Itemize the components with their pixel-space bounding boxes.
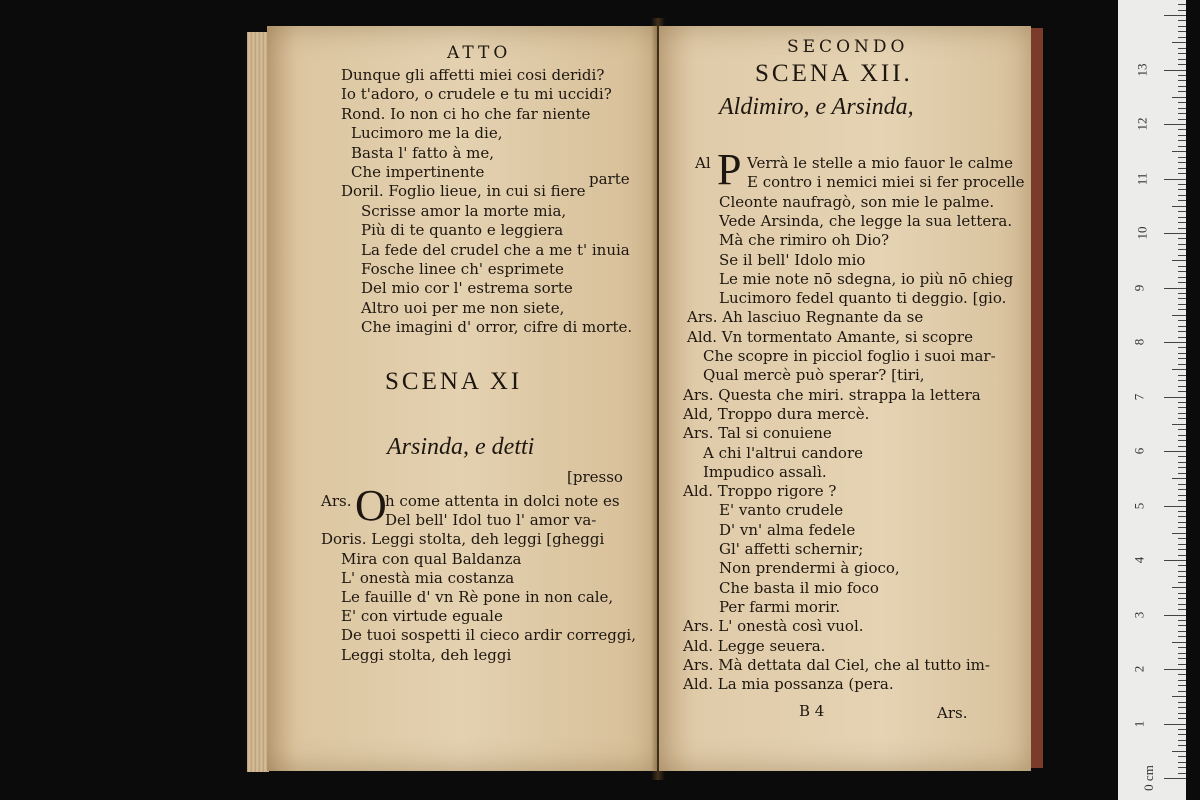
ruler-tick: [1178, 102, 1186, 103]
measurement-ruler: [1118, 0, 1186, 800]
text-line: Impudico assalì.: [703, 462, 827, 481]
ruler-tick: [1178, 353, 1186, 354]
ruler-tick: [1178, 495, 1186, 496]
text-line: Ald. La mia possanza (pera.: [683, 675, 894, 694]
ruler-tick: [1178, 200, 1186, 201]
text-line: Mira con qual Baldanza: [341, 549, 522, 568]
ruler-tick: [1178, 195, 1186, 196]
ruler-tick: [1178, 129, 1186, 130]
ruler-tick: [1178, 304, 1186, 305]
ruler-tick: [1178, 773, 1186, 774]
text-line: Per farmi morir.: [719, 597, 841, 616]
text-line: Mà che rimiro oh Dio?: [719, 231, 890, 250]
ruler-tick: [1172, 260, 1186, 261]
ruler-tick: [1178, 386, 1186, 387]
text-line: Che imagini d' orror, cifre di morte.: [361, 318, 633, 337]
text-line: Ars. Mà dettata dal Ciel, che al tutto im-: [683, 655, 990, 674]
text-line: Verrà le stelle a mio fauor le calme: [747, 154, 1014, 172]
ruler-tick: [1164, 506, 1186, 507]
ruler-tick: [1178, 418, 1186, 419]
ruler-tick: [1178, 320, 1186, 321]
text-line: Leggi stolta, deh leggi: [341, 645, 512, 664]
text-line: Scrisse amor la morte mia,: [361, 201, 567, 220]
ruler-tick: [1164, 397, 1186, 398]
ruler-tick: [1178, 391, 1186, 392]
ruler-tick: [1172, 533, 1186, 534]
ruler-tick: [1178, 4, 1186, 5]
ruler-tick: [1178, 53, 1186, 54]
ruler-number: 10: [1134, 226, 1150, 240]
text-line: Ars. Tal si conuiene: [683, 424, 832, 443]
ruler-tick: [1178, 718, 1186, 719]
ruler-number: 13: [1134, 63, 1150, 76]
ruler-tick: [1178, 266, 1186, 267]
text-line: Che basta il mio foco: [719, 578, 879, 597]
ruler-tick: [1178, 331, 1186, 332]
ruler-tick: [1178, 113, 1186, 114]
ruler-tick: [1178, 467, 1186, 468]
page-edges: [247, 32, 269, 772]
ruler-tick: [1178, 435, 1186, 436]
ruler-tick: [1178, 604, 1186, 605]
ruler-tick: [1164, 615, 1186, 616]
text-line: Che impertinente: [351, 163, 485, 181]
ruler-tick: [1178, 582, 1186, 583]
ruler-tick: [1178, 140, 1186, 141]
ruler-tick: [1178, 277, 1186, 278]
text-line: Lucimoro fedel quanto ti deggio. [gio.: [719, 289, 1007, 308]
ruler-tick: [1178, 282, 1186, 283]
text-line: h come attenta in dolci note es: [385, 492, 620, 510]
text-line: Le fauille d' vn Rè pone in non cale,: [341, 588, 614, 606]
text-line: E' con virtude eguale: [341, 607, 503, 626]
text-line: Più di te quanto e leggiera: [361, 221, 564, 240]
right-page: [659, 26, 1031, 771]
ruler-tick: [1164, 451, 1186, 452]
ruler-number: 1: [1131, 720, 1147, 727]
ruler-tick: [1178, 211, 1186, 212]
text-line: Altro uoi per me non siete,: [361, 298, 565, 317]
ruler-tick: [1178, 402, 1186, 403]
ruler-tick: [1172, 42, 1186, 43]
ruler-tick: [1178, 238, 1186, 239]
text-line: Vede Arsinda, che legge la sua lettera.: [719, 211, 1013, 230]
scene-title-right: SCENA XII.: [755, 60, 913, 87]
catchword: Ars.: [937, 704, 968, 722]
ruler-tick: [1178, 576, 1186, 577]
ruler-tick: [1178, 702, 1186, 703]
text-line: Del mio cor l' estrema sorte: [361, 279, 573, 298]
speaker-ars: Ars.: [321, 492, 352, 510]
ruler-tick: [1178, 484, 1186, 485]
text-line: Gl' affetti schernir;: [719, 540, 864, 558]
text-line: Rond. Io non ci ho che far niente: [341, 104, 591, 123]
ruler-tick: [1178, 217, 1186, 218]
ruler-tick: [1178, 674, 1186, 675]
ruler-tick: [1178, 37, 1186, 38]
ruler-tick: [1178, 26, 1186, 27]
ruler-tick: [1178, 598, 1186, 599]
text-line: Qual mercè può sperar? [tiri,: [703, 366, 925, 385]
ruler-tick: [1178, 620, 1186, 621]
ruler-tick: [1178, 713, 1186, 714]
ruler-tick: [1178, 146, 1186, 147]
text-line: Doril. Foglio lieue, in cui si fiere: [341, 182, 586, 201]
ruler-tick: [1178, 80, 1186, 81]
ruler-number: 12: [1134, 117, 1150, 131]
text-line: Del bell' Idol tuo l' amor va-: [385, 511, 597, 530]
ruler-tick: [1178, 609, 1186, 610]
ruler-tick: [1178, 664, 1186, 665]
ruler-number: 9: [1131, 284, 1147, 291]
ruler-tick: [1178, 228, 1186, 229]
ruler-tick: [1172, 315, 1186, 316]
ruler-number: 5: [1131, 502, 1147, 509]
text-line: Ald. Vn tormentato Amante, si scopre: [687, 327, 973, 346]
ruler-tick: [1164, 342, 1186, 343]
text-line: Cleonte naufragò, son mie le palme.: [719, 192, 995, 211]
ruler-tick: [1178, 59, 1186, 60]
ruler-tick: [1178, 571, 1186, 572]
ruler-tick: [1178, 647, 1186, 648]
drop-cap-o: O: [355, 481, 387, 530]
stage-direction-presso: [presso: [567, 468, 623, 486]
ruler-tick: [1172, 97, 1186, 98]
text-line: Le mie note nō sdegna, io più nō chieg: [719, 269, 1014, 288]
ruler-tick: [1178, 413, 1186, 414]
text-line: Ald, Troppo dura mercè.: [683, 404, 870, 423]
ruler-tick: [1178, 255, 1186, 256]
ruler-tick: [1178, 184, 1186, 185]
speaker-al: Al: [695, 154, 711, 172]
ruler-tick: [1178, 446, 1186, 447]
ruler-tick: [1178, 544, 1186, 545]
ruler-tick: [1164, 778, 1186, 779]
ruler-tick: [1172, 642, 1186, 643]
ruler-tick: [1178, 222, 1186, 223]
ruler-tick: [1178, 691, 1186, 692]
open-book: [247, 18, 1047, 780]
text-line: D' vn' alma fedele: [719, 520, 856, 539]
ruler-tick: [1164, 233, 1186, 234]
ruler-tick: [1178, 364, 1186, 365]
ruler-tick: [1164, 560, 1186, 561]
text-line: Doris. Leggi stolta, deh leggi [gheggi: [321, 530, 605, 549]
ruler-tick: [1172, 424, 1186, 425]
scene-title-left: SCENA XI: [385, 368, 523, 395]
ruler-tick: [1164, 724, 1186, 725]
ruler-tick: [1178, 326, 1186, 327]
ruler-tick: [1178, 538, 1186, 539]
ruler-tick: [1178, 658, 1186, 659]
scene-persons-left: Arsinda, e detti: [387, 434, 535, 460]
ruler-tick: [1178, 309, 1186, 310]
text-line: L' onestà mia costanza: [341, 568, 515, 587]
ruler-tick: [1178, 707, 1186, 708]
ruler-tick: [1178, 636, 1186, 637]
text-line: E' vanto crudele: [719, 501, 844, 520]
ruler-tick: [1164, 288, 1186, 289]
ruler-tick: [1178, 168, 1186, 169]
ruler-number: 8: [1131, 338, 1147, 346]
text-line: A chi l'altrui candore: [703, 443, 863, 462]
ruler-tick: [1178, 685, 1186, 686]
text-line: Basta l' fatto à me,: [351, 143, 495, 162]
ruler-tick: [1178, 48, 1186, 49]
ruler-tick: [1172, 696, 1186, 697]
ruler-tick: [1178, 462, 1186, 463]
ruler-number: 0 cm: [1140, 765, 1156, 791]
text-line: Lucimoro me la die,: [351, 124, 503, 143]
ruler-number: 11: [1134, 172, 1150, 185]
ruler-tick: [1172, 751, 1186, 752]
text-line: Dunque gli affetti miei cosi deridi?: [341, 66, 605, 84]
text-line: Ald. Legge seuera.: [683, 636, 826, 655]
text-line: Che scopre in picciol foglio i suoi mar-: [703, 347, 996, 365]
ruler-tick: [1164, 70, 1186, 71]
ruler-tick: [1178, 20, 1186, 21]
ruler-tick: [1178, 119, 1186, 120]
ruler-tick: [1178, 86, 1186, 87]
text-line: Ars. Questa che miri. strappa la lettera: [683, 385, 981, 404]
ruler-tick: [1178, 767, 1186, 768]
ruler-tick: [1178, 625, 1186, 626]
ruler-tick: [1178, 271, 1186, 272]
text-line: Non prendermi à gioco,: [719, 559, 900, 578]
ruler-tick: [1178, 380, 1186, 381]
ruler-tick: [1178, 522, 1186, 523]
ruler-tick: [1178, 298, 1186, 299]
ruler-tick: [1178, 293, 1186, 294]
ruler-tick: [1172, 369, 1186, 370]
ruler-tick: [1178, 249, 1186, 250]
ruler-tick: [1172, 206, 1186, 207]
ruler-tick: [1172, 151, 1186, 152]
cover-edge: [1031, 28, 1043, 768]
ruler-tick: [1178, 244, 1186, 245]
ruler-tick: [1178, 762, 1186, 763]
text-line: De tuoi sospetti il cieco ardir correggi,: [341, 626, 636, 645]
ruler-tick: [1178, 173, 1186, 174]
ruler-tick: [1164, 179, 1186, 180]
ruler-tick: [1178, 500, 1186, 501]
left-page: [267, 26, 657, 771]
ruler-tick: [1164, 669, 1186, 670]
ruler-tick: [1178, 473, 1186, 474]
ruler-tick: [1178, 555, 1186, 556]
ruler-tick: [1164, 124, 1186, 125]
ruler-tick: [1178, 549, 1186, 550]
ruler-number: 3: [1131, 611, 1147, 618]
ruler-tick: [1178, 337, 1186, 338]
ruler-tick: [1178, 162, 1186, 163]
text-line: Fosche linee ch' esprimete: [361, 260, 564, 278]
ruler-tick: [1178, 429, 1186, 430]
text-line: E contro i nemici miei si fer procelle: [747, 173, 1025, 192]
ruler-number: 6: [1131, 447, 1147, 455]
ruler-tick: [1178, 745, 1186, 746]
ruler-tick: [1178, 10, 1186, 11]
text-line: La fede del crudel che a me t' inuia: [361, 240, 630, 259]
ruler-tick: [1172, 478, 1186, 479]
ruler-tick: [1178, 489, 1186, 490]
ruler-number: 2: [1131, 665, 1147, 673]
text-line: Ars. Ah lasciuo Regnante da se: [687, 308, 924, 327]
ruler-tick: [1178, 680, 1186, 681]
ruler-tick: [1178, 527, 1186, 528]
ruler-number: 4: [1131, 556, 1147, 564]
text-line: Ald. Troppo rigore ?: [683, 482, 837, 501]
ruler-tick: [1178, 189, 1186, 190]
ruler-tick: [1178, 729, 1186, 730]
ruler-tick: [1178, 75, 1186, 76]
ruler-tick: [1178, 756, 1186, 757]
ruler-tick: [1178, 108, 1186, 109]
drop-cap-p: P: [717, 145, 742, 194]
ruler-tick: [1178, 456, 1186, 457]
ruler-tick: [1178, 31, 1186, 32]
ruler-tick: [1178, 347, 1186, 348]
ruler-tick: [1178, 734, 1186, 735]
ruler-tick: [1178, 593, 1186, 594]
ruler-tick: [1178, 358, 1186, 359]
ruler-tick: [1178, 407, 1186, 408]
ruler-tick: [1178, 740, 1186, 741]
ruler-tick: [1178, 653, 1186, 654]
ruler-tick: [1164, 15, 1186, 16]
ruler-tick: [1178, 631, 1186, 632]
running-header-left: ATTO: [447, 43, 512, 63]
scene-persons-right: Aldimiro, e Arsinda,: [719, 94, 914, 120]
stage-direction-parte: parte: [589, 170, 630, 188]
ruler-tick: [1178, 511, 1186, 512]
ruler-tick: [1178, 91, 1186, 92]
ruler-tick: [1178, 565, 1186, 566]
text-line: Ars. L' onestà così vuol.: [683, 617, 864, 636]
ruler-tick: [1178, 440, 1186, 441]
ruler-tick: [1178, 135, 1186, 136]
text-line: Se il bell' Idolo mio: [719, 250, 866, 269]
ruler-tick: [1172, 587, 1186, 588]
ruler-tick: [1178, 375, 1186, 376]
ruler-number: 7: [1131, 393, 1147, 400]
text-line: Io t'adoro, o crudele e tu mi uccidi?: [341, 85, 612, 104]
running-header-right: SECONDO: [787, 37, 909, 57]
signature-mark: B 4: [799, 702, 825, 720]
ruler-tick: [1178, 64, 1186, 65]
ruler-tick: [1178, 157, 1186, 158]
ruler-tick: [1178, 516, 1186, 517]
